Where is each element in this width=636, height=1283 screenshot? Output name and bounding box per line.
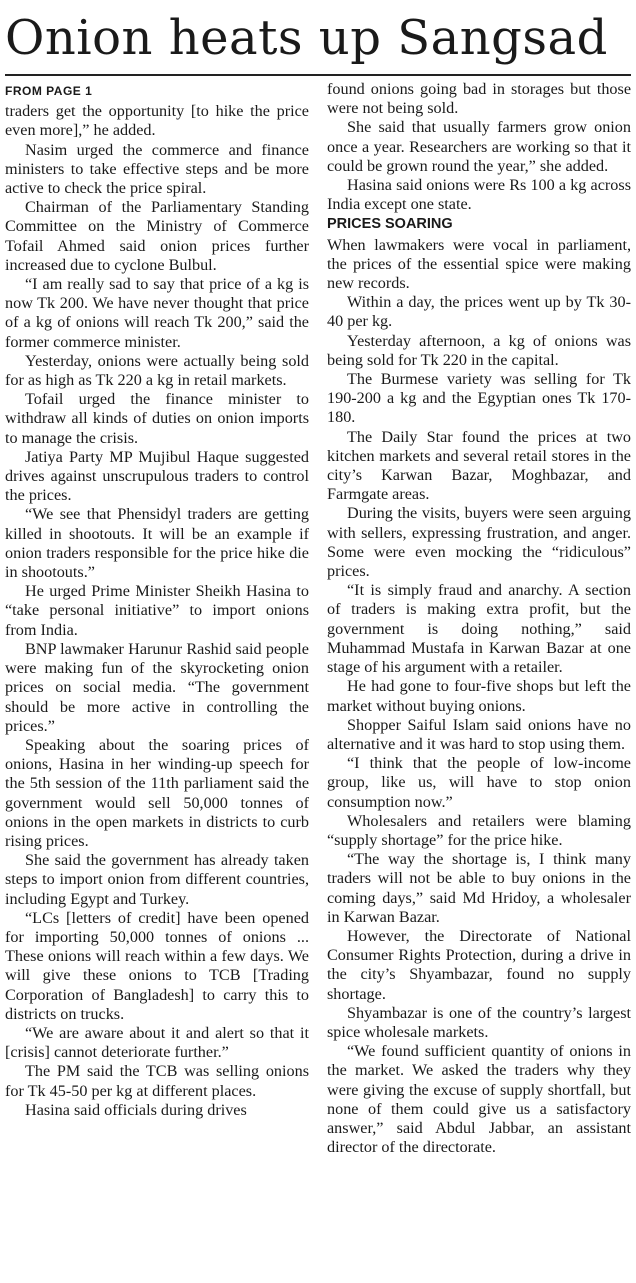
article-paragraph: She said that usually farmers grow onion once a year. Researchers are working so that it could be grown round the year,” she added.	[327, 118, 631, 175]
article-column-right	[327, 80, 631, 1157]
article-paragraph: “The way the shortage is, I think many traders will not be able to buy onions in the coming days,” said Md Hridoy, a wholesaler in Karwan Bazar.	[327, 850, 631, 926]
article-paragraph: found onions going bad in storages but those were not being sold.	[327, 80, 631, 118]
article-paragraph: The Burmese variety was selling for Tk 190-200 a kg and the Egyptian ones Tk 170-180.	[327, 370, 631, 427]
article-paragraph: traders get the opportunity [to hike the price even more],” he added.	[5, 102, 309, 140]
article-paragraph: Jatiya Party MP Mujibul Haque suggested drives against unscrupulous traders to control the prices.	[5, 447, 309, 505]
article-paragraph: “We are aware about it and alert so that it [crisis] cannot deteriorate further.”	[5, 1023, 309, 1062]
headline: Onion heats up Sangsad	[5, 10, 608, 66]
article-paragraph: “I am really sad to say that price of a kg is now Tk 200. We have never thought that price of a kg of onions will reach Tk 200,” said the former commerce minister.	[5, 275, 309, 351]
article-paragraph: Speaking about the soaring prices of onions, Hasina in her winding-up speech for the 5th session of the 11th parliament said the government would sell 50,000 tonnes of onions in the open markets in districts to curb rising prices.	[5, 735, 309, 850]
article-paragraph: “It is simply fraud and anarchy. A section of traders is making extra profit, but the government is doing nothing,” said Muhammad Mustafa in Karwan Bazar at one stage of his argument with a retailer.	[327, 581, 631, 677]
article-paragraph: “We see that Phensidyl traders are getting killed in shootouts. It will be an example if onion traders responsible for the price hike die in shootouts.”	[5, 505, 309, 582]
article-paragraph: BNP lawmaker Harunur Rashid said people were making fun of the skyrocketing onion prices on social media. “The government should be more active in controlling the prices.”	[5, 639, 309, 735]
article-paragraph: Wholesalers and retailers were blaming “supply shortage” for the price hike.	[327, 811, 631, 849]
section-subhead: PRICES SOARING	[327, 216, 453, 233]
article-columns	[5, 80, 631, 1157]
article-paragraph: However, the Directorate of National Consumer Rights Protection, during a drive in the city’s Shyambazar, found no supply shortage.	[327, 926, 631, 1003]
article-paragraph: The PM said the TCB was selling onions for Tk 45-50 per kg at different places.	[5, 1062, 309, 1100]
article-column-left	[5, 80, 309, 1157]
article-paragraph: Chairman of the Parliamentary Standing Committee on the Ministry of Commerce Tofail Ahmed said onion prices further increased due to cyclone Bulbul.	[5, 198, 309, 274]
article-paragraph: “I think that the people of low-income group, like us, will have to stop onion consumption now.”	[327, 754, 631, 811]
article-paragraph: He had gone to four-five shops but left the market without buying onions.	[327, 677, 631, 715]
article-paragraph: “We found sufficient quantity of onions in the market. We asked the traders why they were giving the excuse of supply shortfall, but none of them could give us a satisfactory answer,” said Abdul Jabbar, an assistant director of the directorate.	[327, 1042, 631, 1157]
article-paragraph: Hasina said officials during drives	[25, 1100, 247, 1119]
newspaper-page	[0, 8, 636, 1283]
article-paragraph: He urged Prime Minister Sheikh Hasina to “take personal initiative” to import onions from India.	[5, 582, 309, 639]
article-paragraph: Hasina said onions were Rs 100 a kg across India except one state.	[327, 176, 631, 214]
article-paragraph: “LCs [letters of credit] have been opened for importing 50,000 tonnes of onions ... These onions will reach within a few days. We will give these onions to TCB [Trading Corporation of Bangladesh] to carry this to districts on trucks.	[5, 908, 309, 1023]
article-paragraph: When lawmakers were vocal in parliament, the prices of the essential spice were making new records.	[327, 235, 631, 293]
article-paragraph: Shyambazar is one of the country’s largest spice wholesale markets.	[327, 1003, 631, 1041]
article-paragraph: Within a day, the prices went up by Tk 30-40 per kg.	[327, 293, 631, 331]
article-paragraph: During the visits, buyers were seen arguing with sellers, expressing frustration, and anger. Some were even mocking the “ridiculous” prices.	[327, 504, 631, 581]
article-paragraph: Tofail urged the finance minister to withdraw all kinds of duties on onion imports to manage the crisis.	[5, 390, 309, 447]
article-paragraph: The Daily Star found the prices at two kitchen markets and several retail stores in the city’s Karwan Bazar, Moghbazar, and Farmgate areas.	[327, 427, 631, 504]
article-paragraph: Shopper Saiful Islam said onions have no alternative and it was hard to stop using them.	[327, 715, 631, 753]
headline-rule	[5, 74, 631, 76]
continuation-kicker: FROM PAGE 1	[5, 84, 93, 98]
article-paragraph: She said the government has already taken steps to import onion from different countries, including Egypt and Turkey.	[5, 851, 309, 908]
article-paragraph: Nasim urged the commerce and finance ministers to take effective steps and be more active to check the price spiral.	[5, 140, 309, 198]
article-paragraph: Yesterday afternoon, a kg of onions was being sold for Tk 220 in the capital.	[327, 331, 631, 369]
article-paragraph: Yesterday, onions were actually being sold for as high as Tk 220 a kg in retail markets.	[5, 351, 309, 390]
